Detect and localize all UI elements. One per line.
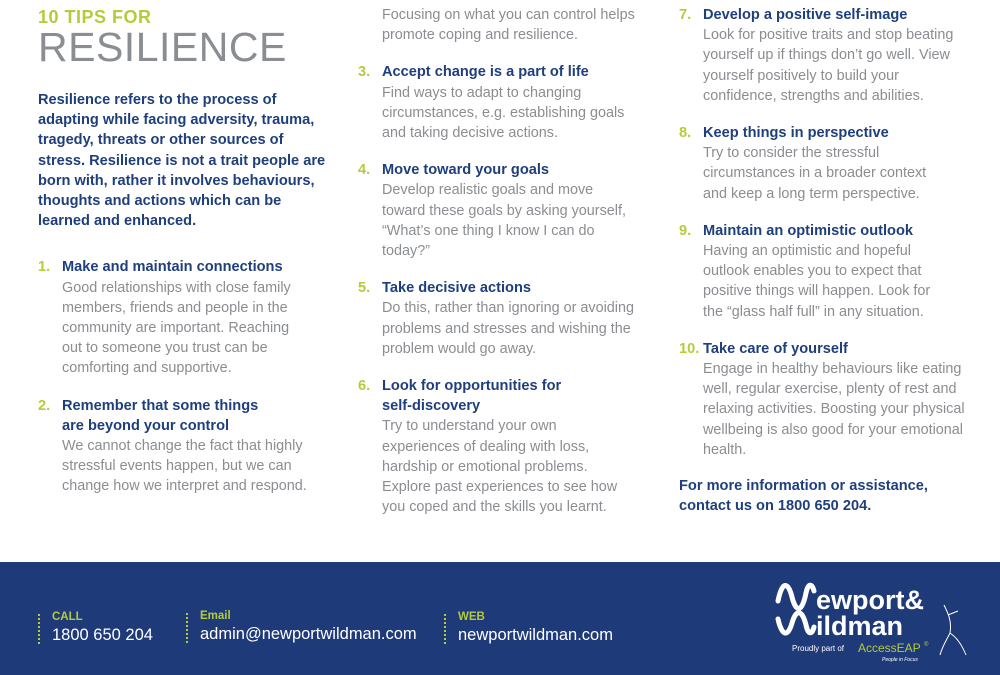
tip-body: Develop realistic goals and move toward these goals by asking yourself, “What’s one thing I know I can do today?” <box>382 182 626 260</box>
footer-web <box>444 610 613 646</box>
accesseap-tm: ® <box>924 642 929 648</box>
accesseap-brand: AccessEAP <box>858 641 921 655</box>
intro-paragraph: Resilience refers to the process of adapting while facing adversity, trauma, tragedy, threats or other sources of stress. Resilience is not a trait people are born with, rather it involves behaviours, thoughts and actions which can be learned and enhanced. <box>38 92 326 230</box>
figure-icon <box>940 605 966 655</box>
accesseap-sub: People in Focus <box>882 657 918 663</box>
call-number-link[interactable]: 1800 650 204 <box>52 626 153 644</box>
tip-heading: Remember that some things are beyond your control <box>62 397 259 434</box>
tip-10 <box>679 339 979 460</box>
tip-number: 1. <box>38 259 51 276</box>
tip-3 <box>358 62 658 143</box>
tip-heading: Maintain an optimistic outlook <box>703 222 913 239</box>
newport-wildman-logo <box>772 575 972 665</box>
footer-bar <box>0 562 1000 675</box>
tip-heading: Move toward your goals <box>382 162 550 179</box>
tip-heading: Keep things in perspective <box>703 125 889 142</box>
wave-n-icon <box>778 585 814 608</box>
tip-body: Try to understand your own experiences of dealing with loss, hardship or emotional problems. Explore past experiences to see how you coped and the skills you learnt. <box>382 418 618 516</box>
logo-tagline-prefix: Proudly part of <box>792 644 845 653</box>
tip-number: 5. <box>358 280 371 297</box>
tip-7 <box>679 5 979 106</box>
tip-4 <box>358 160 658 261</box>
call-label: CALL <box>52 611 83 623</box>
tip-number: 8. <box>679 125 692 142</box>
tip-number: 9. <box>679 222 692 239</box>
tip-8 <box>679 123 979 204</box>
tip-body: Having an optimistic and hopeful outlook enables you to expect that positive things will happen. Look for the “glass half full” in any situation. <box>703 243 931 320</box>
tip-body: Do this, rather than ignoring or avoiding problems and stresses and wishing the problem would go away. <box>382 300 634 357</box>
tip-9 <box>679 221 979 322</box>
wave-w-icon <box>778 613 814 633</box>
tip-number: 3. <box>358 64 371 81</box>
tip-body: Engage in healthy behaviours like eating well, regular exercise, plenty of rest and relaxing activities. Boosting your physical wellbeing is also good for your emotional health. <box>703 361 965 458</box>
tip-body: We cannot change the fact that highly stressful events happen, but we can change how we interpret and respond. <box>62 438 307 495</box>
title-kicker: 10 TIPS FOR <box>38 7 152 27</box>
logo-line-1: ewport& <box>816 585 924 615</box>
tip-number: 4. <box>358 162 371 179</box>
tip-heading: Look for opportunities for self-discovery <box>382 378 562 415</box>
tip-body: Try to consider the stressful circumstances in a broader context and keep a long term perspective. <box>703 145 927 202</box>
tip-number: 2. <box>38 397 51 414</box>
tip-heading: Take decisive actions <box>382 280 531 297</box>
email-label: Email <box>200 610 231 622</box>
dotted-divider <box>38 614 40 646</box>
website-link[interactable]: newportwildman.com <box>458 626 613 644</box>
tip-heading: Develop a positive self-image <box>703 7 908 23</box>
tip-heading: Take care of yourself <box>703 340 848 357</box>
email-link[interactable]: admin@newportwildman.com <box>200 625 417 643</box>
tip-5 <box>358 278 658 359</box>
contact-line: For more information or assistance, contact us on 1800 650 204. <box>679 478 928 515</box>
tip-1 <box>38 257 328 378</box>
tip-2 <box>38 396 328 497</box>
tip-6 <box>358 376 658 517</box>
web-label: WEB <box>458 611 485 623</box>
column-1 <box>38 0 328 497</box>
tip-body: Find ways to adapt to changing circumstances, e.g. establishing goals and taking decisive actions. <box>382 84 625 142</box>
logo-line-2: ildman <box>816 611 904 641</box>
tip-2-continued: Focusing on what you can control helps promote coping and resilience. <box>382 7 635 44</box>
dotted-divider <box>186 613 188 645</box>
page-title: RESILIENCE <box>38 24 287 70</box>
tip-heading: Accept change is a part of life <box>382 64 589 81</box>
tip-number: 10. <box>679 340 700 357</box>
tip-body: Good relationships with close family members, friends and people in the community are important. Reaching out to someone you trust can be comforting and supportive. <box>62 279 291 377</box>
footer-email <box>186 609 417 645</box>
tip-number: 7. <box>679 7 692 23</box>
tip-number: 6. <box>358 378 371 395</box>
tip-body: Look for positive traits and stop beating yourself up if things don’t go well. View yourself positively to build your confidence, strengths and abilities. <box>703 27 954 104</box>
dotted-divider <box>444 614 446 646</box>
footer-call <box>38 610 153 646</box>
column-3 <box>679 0 979 516</box>
column-2 <box>358 0 658 517</box>
tip-heading: Make and maintain connections <box>62 259 283 276</box>
